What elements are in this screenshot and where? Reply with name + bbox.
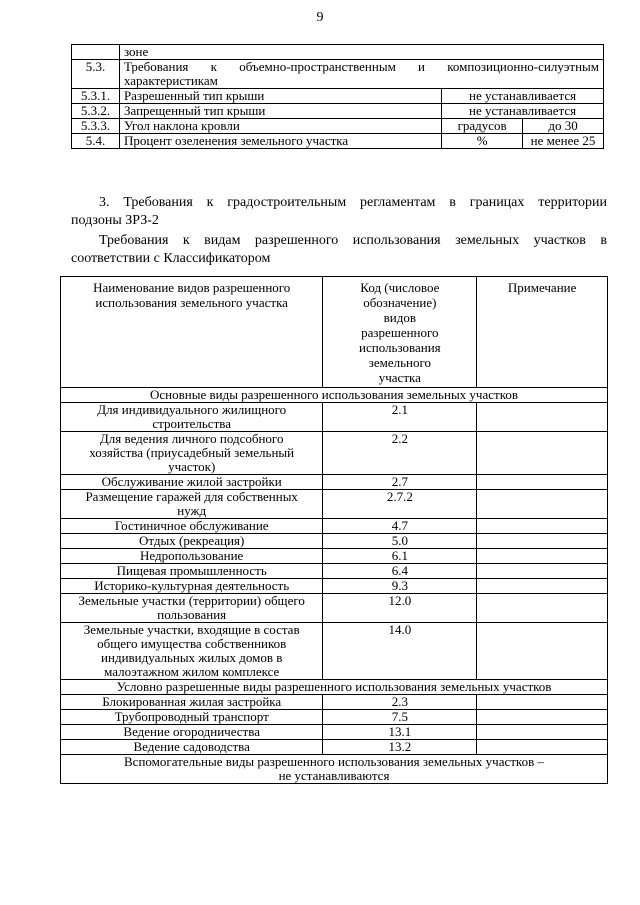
use-name: Трубопроводный транспорт	[61, 710, 323, 725]
header-note: Примечание	[477, 277, 608, 388]
use-code: 6.1	[323, 549, 477, 564]
table-row	[61, 623, 608, 680]
use-name: Для ведения личного подсобного хозяйства (приусадебный земельный участок)	[61, 432, 323, 475]
use-code: 2.2	[323, 432, 477, 475]
row-text-line: характеристикам	[123, 73, 218, 88]
table-row	[61, 564, 608, 579]
table-row	[61, 475, 608, 490]
table-row	[61, 519, 608, 534]
table-row	[72, 89, 604, 104]
table-row	[61, 579, 608, 594]
use-name: Земельные участки (территории) общего пользования	[61, 594, 323, 623]
table-row	[72, 60, 604, 89]
row-unit: градусов	[442, 119, 523, 134]
use-note	[477, 490, 608, 519]
group-row	[61, 388, 608, 403]
row-text: Разрешенный тип крыши	[119, 89, 441, 104]
header-row	[61, 277, 608, 388]
header-name: Наименование видов разрешенного использования земельного участка	[61, 277, 323, 388]
use-code: 12.0	[323, 594, 477, 623]
row-number: 5.3.1.	[72, 89, 120, 104]
use-name: Блокированная жилая застройка	[61, 695, 323, 710]
use-code: 5.0	[323, 534, 477, 549]
row-value: не менее 25	[523, 134, 604, 149]
use-code: 2.3	[323, 695, 477, 710]
section-intro-line: соответствии с Классификатором	[71, 251, 271, 266]
auxiliary-line: Вспомогательные виды разрешенного использования земельных участков –	[124, 754, 544, 769]
use-note	[477, 579, 608, 594]
row-number: 5.3.2.	[72, 104, 120, 119]
table-row	[61, 403, 608, 432]
table-row	[61, 490, 608, 519]
table-row	[72, 45, 604, 60]
use-code: 7.5	[323, 710, 477, 725]
land-use-table	[60, 276, 608, 784]
row-value: не устанавливается	[442, 89, 604, 104]
header-code: Код (числовое обозначение) видов разрешенного использования земельного участка	[323, 277, 477, 388]
use-note	[477, 403, 608, 432]
table-row	[61, 534, 608, 549]
use-code: 6.4	[323, 564, 477, 579]
use-code: 4.7	[323, 519, 477, 534]
table-row	[61, 725, 608, 740]
row-value: до 30	[523, 119, 604, 134]
group-row	[61, 755, 608, 784]
use-note	[477, 725, 608, 740]
row-text: Угол наклона кровли	[119, 119, 441, 134]
requirements-table	[71, 44, 604, 149]
row-value: не устанавливается	[442, 104, 604, 119]
use-code: 2.7.2	[323, 490, 477, 519]
use-code: 9.3	[323, 579, 477, 594]
use-name: Обслуживание жилой застройки	[61, 475, 323, 490]
use-code: 13.2	[323, 740, 477, 755]
use-note	[477, 549, 608, 564]
table-row	[61, 740, 608, 755]
table-row	[61, 710, 608, 725]
page-number: 9	[316, 10, 324, 25]
use-code: 14.0	[323, 623, 477, 680]
use-note	[477, 432, 608, 475]
row-number: 5.3.	[72, 60, 120, 89]
auxiliary-group-title	[61, 755, 608, 784]
use-name: Земельные участки, входящие в состав общего имущества собственников индивидуальных жилых домов в малоэтажном жилом комплексе	[61, 623, 323, 680]
row-number: 5.4.	[72, 134, 120, 149]
row-text-line: Требования к объемно-пространственным и композиционно-силуэтным	[123, 59, 599, 74]
use-note	[477, 623, 608, 680]
use-name: Недропользование	[61, 549, 323, 564]
table-row	[61, 594, 608, 623]
use-note	[477, 710, 608, 725]
row-unit: %	[442, 134, 523, 149]
basic-group-title: Основные виды разрешенного использования земельных участков	[61, 388, 608, 403]
table-row	[72, 119, 604, 134]
conditional-group-title: Условно разрешенные виды разрешенного использования земельных участков	[61, 680, 608, 695]
table-row	[72, 104, 604, 119]
use-note	[477, 740, 608, 755]
table-row	[61, 549, 608, 564]
row-text: Процент озеленения земельного участка	[119, 134, 441, 149]
auxiliary-line: не устанавливаются	[278, 768, 390, 783]
use-code: 13.1	[323, 725, 477, 740]
row-text	[119, 60, 603, 89]
use-name: Для индивидуального жилищного строительства	[61, 403, 323, 432]
use-note	[477, 534, 608, 549]
use-note	[477, 564, 608, 579]
use-note	[477, 594, 608, 623]
table-row	[61, 432, 608, 475]
group-row	[61, 680, 608, 695]
use-name: Отдых (рекреация)	[61, 534, 323, 549]
use-name: Размещение гаражей для собственных нужд	[61, 490, 323, 519]
use-code: 2.7	[323, 475, 477, 490]
use-note	[477, 475, 608, 490]
use-name: Гостиничное обслуживание	[61, 519, 323, 534]
use-code: 2.1	[323, 403, 477, 432]
row-number	[72, 45, 120, 60]
use-name: Ведение огородничества	[61, 725, 323, 740]
section-intro-line: Требования к видам разрешенного использования земельных участков в	[99, 233, 607, 248]
use-note	[477, 695, 608, 710]
use-note	[477, 519, 608, 534]
section-heading-line: 3. Требования к градостроительным регламентам в границах территории	[99, 195, 607, 210]
section-heading-line: подзоны ЗРЗ-2	[71, 213, 159, 228]
use-name: Ведение садоводства	[61, 740, 323, 755]
table-row	[72, 134, 604, 149]
use-name: Пищевая промышленность	[61, 564, 323, 579]
use-name: Историко-культурная деятельность	[61, 579, 323, 594]
row-number: 5.3.3.	[72, 119, 120, 134]
row-text: Запрещенный тип крыши	[119, 104, 441, 119]
table-row	[61, 695, 608, 710]
row-text: зоне	[119, 45, 603, 60]
